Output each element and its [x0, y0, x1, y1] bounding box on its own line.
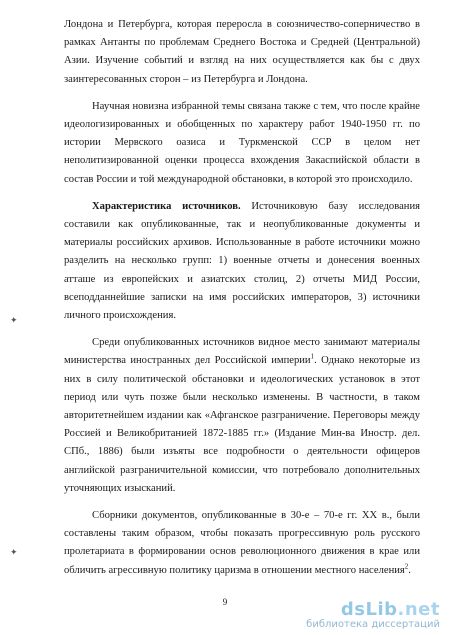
footnote-ref-1[interactable]: 1	[310, 352, 315, 361]
page-number: 9	[222, 597, 228, 607]
paragraph-4	[64, 334, 420, 498]
paragraph-3	[64, 198, 420, 325]
margin-mark: ✦	[10, 548, 18, 558]
paragraph-5-text-a: Сборники документов, опубликованные в 30-е – 70-е гг. XX в., были составлены таким образом, чтобы показать прогрессивную роль русского пролетариата в формировании основ революционного движения в крае или обличить агрессивную политику царизма в отношении местного населения	[64, 510, 420, 576]
paragraph-4-text-b: . Однако некоторые из них в силу политической обстановки и идеологических установок в этот период или чуть позже были несколько изменены. В частности, в таком авторитетнейшем издании как «Афганское разграничение. Переговоры между Россией и Великобританией 1872-1885 гг.» (Издание Мин-ва Иностр. дел. СПб., 1886) были изъяты все подробности о деятельности офицеров английской разграничительной комиссии, что потребовало дополнительных уточняющих изысканий.	[64, 355, 420, 494]
watermark[interactable]	[290, 599, 440, 631]
paragraph-4-text-a: Среди опубликованных источников видное место занимают материалы министерства иностранных дел Российской империи	[64, 337, 420, 367]
paragraph-5-text-b: .	[408, 564, 411, 576]
footnote-ref-2[interactable]: 2	[404, 562, 409, 571]
paragraph-2: Научная новизна избранной темы связана также с тем, что после крайне идеологизированных и обобщенных по характеру работ 1940-1950 гг. по истории Мервского оазиса и Туркменской ССР в целом нет неполитизированной оценки процесса вхождения Закаспийской области в состав России и той международной обстановки, в которой это происходило.	[64, 100, 420, 185]
paragraph-3-text: Источниковую базу исследования составили как опубликованные, так и неопубликованные документы и материалы российских архивов. Использованные в работе источники можно разделить на несколько групп: 1) военные отчеты и донесения военных атташе из европейских и азиатских столиц, 2) отчеты МИД России, всеподданнейшие записки на имя российских императоров, 3) источники личного происхождения.	[64, 200, 421, 322]
watermark-logo-tld: .net	[397, 599, 440, 620]
body-text	[64, 16, 420, 580]
section-heading: Характеристика источников.	[92, 200, 241, 212]
watermark-subtitle: библиотека диссертаций	[306, 619, 440, 630]
watermark-logo	[341, 599, 440, 620]
paragraph-1: Лондона и Петербурга, которая переросла в союзничество-соперничество в рамках Антанты по проблемам Среднего Востока и Средней (Центральной) Азии. Изучение событий и взгляд на них осуществляется как бы с двух заинтересованных сторон – из Петербурга и Лондона.	[64, 19, 420, 85]
margin-mark: ✦	[10, 316, 18, 326]
watermark-logo-main: dsLib	[340, 599, 398, 620]
paragraph-5	[64, 507, 420, 580]
